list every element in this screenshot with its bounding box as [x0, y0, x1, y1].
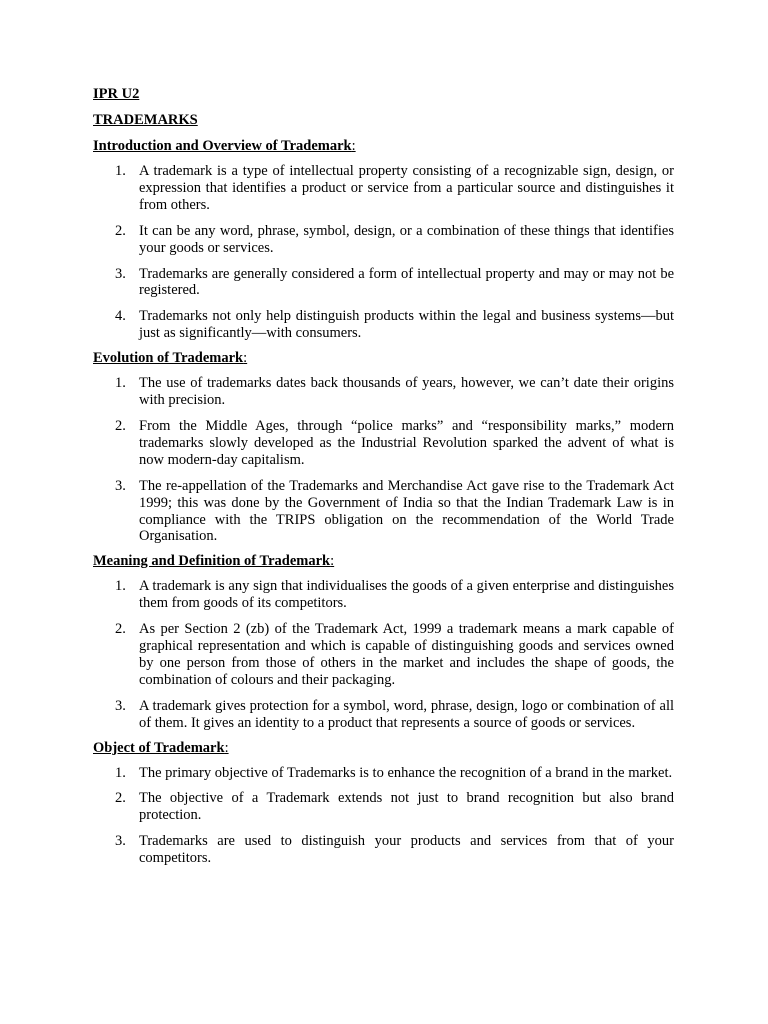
- section-heading-text: Introduction and Overview of Trademark: [93, 138, 352, 154]
- section-heading: Meaning and Definition of Trademark:: [93, 553, 335, 570]
- list-item: 2. The objective of a Trademark extends not just to brand recognition but also brand protection.: [115, 790, 674, 824]
- list-item: 1. A trademark is any sign that individualises the goods of a given enterprise and distinguishes them from goods of its competitors.: [115, 578, 674, 612]
- numbered-list: [93, 163, 674, 342]
- list-item: 3. Trademarks are used to distinguish your products and services from that of your competitors.: [115, 833, 674, 867]
- list-item: 2. As per Section 2 (zb) of the Trademark Act, 1999 a trademark means a mark capable of graphical representation and which is capable of distinguishing goods and services owned by one person from those of others in the market and includes the shape of goods, the combination of colours and their packaging.: [115, 621, 674, 688]
- list-item: 3. A trademark gives protection for a symbol, word, phrase, design, logo or combination of all of them. It gives an identity to a product that represents a source of goods or services.: [115, 697, 674, 731]
- section-heading-text: Object of Trademark: [93, 739, 225, 756]
- section-heading: Object of Trademark:: [93, 739, 229, 756]
- numbered-list: [93, 578, 674, 731]
- section-heading-text: Evolution of Trademark: [93, 350, 244, 367]
- numbered-list: [93, 375, 674, 545]
- section-heading: Introduction and Overview of Trademark:: [93, 138, 356, 154]
- list-item: 1. The use of trademarks dates back thousands of years, however, we can’t date their origins with precision.: [115, 375, 674, 409]
- section-heading: Evolution of Trademark:: [93, 350, 248, 367]
- document-title: TRADEMARKS: [93, 112, 198, 128]
- list-item: 1. A trademark is a type of intellectual property consisting of a recognizable sign, design, or expression that identifies a product or service from a particular source and distinguishes it from others.: [115, 163, 674, 213]
- list-item: 2. From the Middle Ages, through “police marks” and “responsibility marks,” modern trademarks slowly developed as the Industrial Revolution sparked the advent of what is now modern-day capitalism.: [115, 417, 674, 468]
- section-heading-text: Meaning and Definition of Trademark: [93, 553, 331, 570]
- numbered-list: [93, 765, 674, 868]
- list-item: 2. It can be any word, phrase, symbol, design, or a combination of these things that identifies your goods or services.: [115, 222, 674, 256]
- list-item: 1. The primary objective of Trademarks is to enhance the recognition of a brand in the market.: [115, 764, 673, 781]
- document-code: IPR U2: [93, 86, 140, 102]
- list-item: 4. Trademarks not only help distinguish products within the legal and business systems—but just as significantly—with consumers.: [115, 308, 674, 342]
- document-page: [93, 86, 674, 875]
- list-item: 3. The re-appellation of the Trademarks and Merchandise Act gave rise to the Trademark Act 1999; this was done by the Government of India so that the Indian Trademark Law is in compliance with the TRIPS obligation on the recommendation of the World Trade Organisation.: [115, 477, 674, 545]
- list-item: 3. Trademarks are generally considered a form of intellectual property and may or may not be registered.: [115, 265, 674, 299]
